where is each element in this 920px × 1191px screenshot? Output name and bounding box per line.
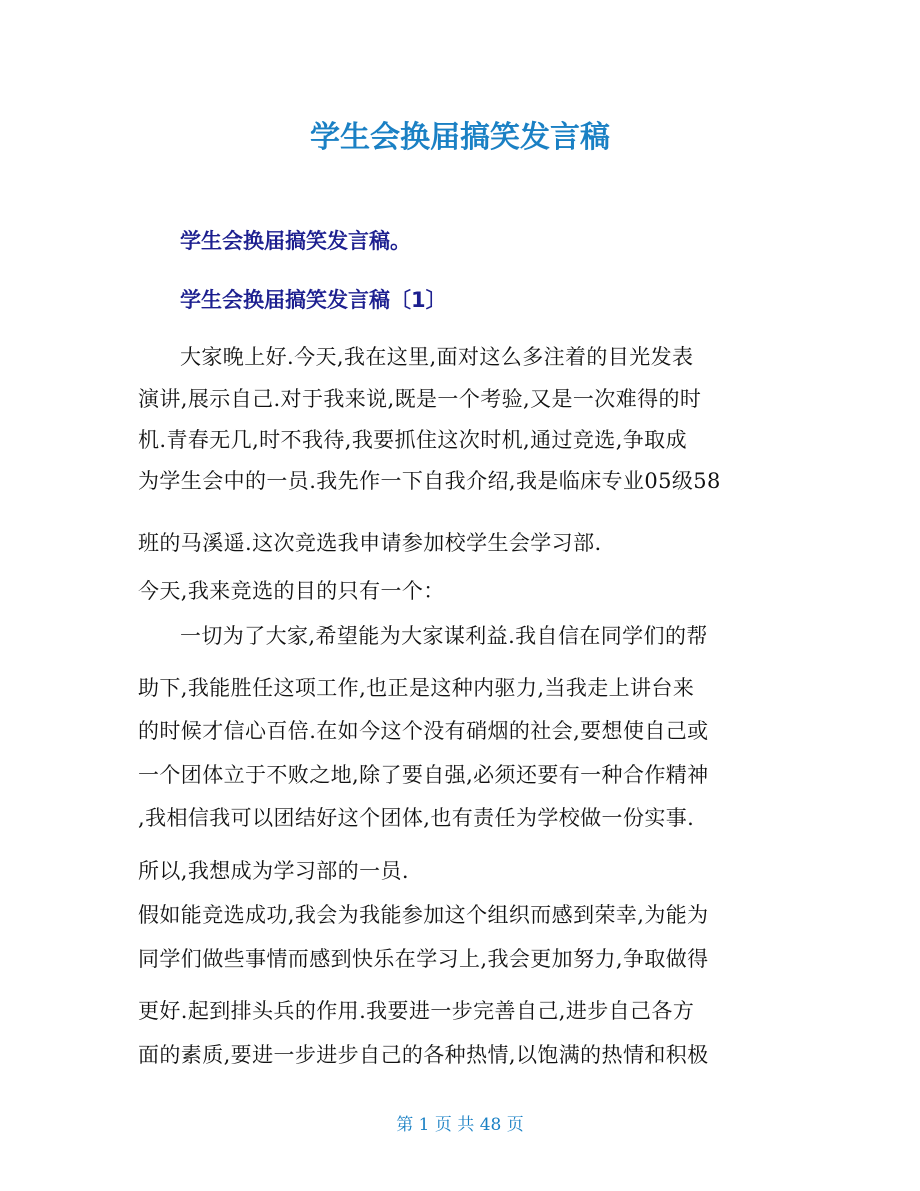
body-line: ,我相信我可以团结好这个团体,也有责任为学校做一份实事.: [138, 806, 695, 830]
body-line: 助下,我能胜任这项工作,也正是这种内驱力,当我走上讲台来: [138, 676, 695, 700]
body-line: 同学们做些事情而感到快乐在学习上,我会更加努力,争取做得: [138, 947, 709, 971]
body-line: 一切为了大家,希望能为大家谋利益.我自信在同学们的帮: [180, 624, 708, 648]
subheading-1: 学生会换届搞笑发言稿。: [180, 229, 411, 253]
body-line: 假如能竞选成功,我会为我能参加这个组织而感到荣幸,为能为: [138, 903, 709, 927]
page-number-footer: 第 1 页 共 48 页: [396, 1115, 524, 1135]
body-line: 所以,我想成为学习部的一员.: [138, 859, 409, 883]
body-line: 班的马溪遥.这次竞选我申请参加校学生会学习部.: [138, 531, 602, 555]
body-line: 一个团体立于不败之地,除了要自强,必须还要有一种合作精神: [138, 763, 709, 787]
body-line: 面的素质,要进一步进步自己的各种热情,以饱满的热情和积极: [138, 1043, 709, 1067]
body-line: 为学生会中的一员.我先作一下自我介绍,我是临床专业05级58: [138, 469, 721, 493]
body-line: 更好.起到排头兵的作用.我要进一步完善自己,进步自己各方: [138, 999, 695, 1023]
document-title: 学生会换届搞笑发言稿: [310, 120, 610, 155]
body-line: 演讲,展示自己.对于我来说,既是一个考验,又是一次难得的时: [138, 387, 702, 411]
body-line: 机.青春无几,时不我待,我要抓住这次时机,通过竞选,争取成: [138, 428, 687, 452]
body-line: 大家晚上好.今天,我在这里,面对这么多注着的目光发表: [180, 345, 694, 369]
body-line: 的时候才信心百倍.在如今这个没有硝烟的社会,要想使自己或: [138, 719, 709, 743]
subheading-2: 学生会换届搞笑发言稿〔1〕: [180, 288, 447, 312]
body-line: 今天,我来竞选的目的只有一个：: [138, 579, 445, 603]
